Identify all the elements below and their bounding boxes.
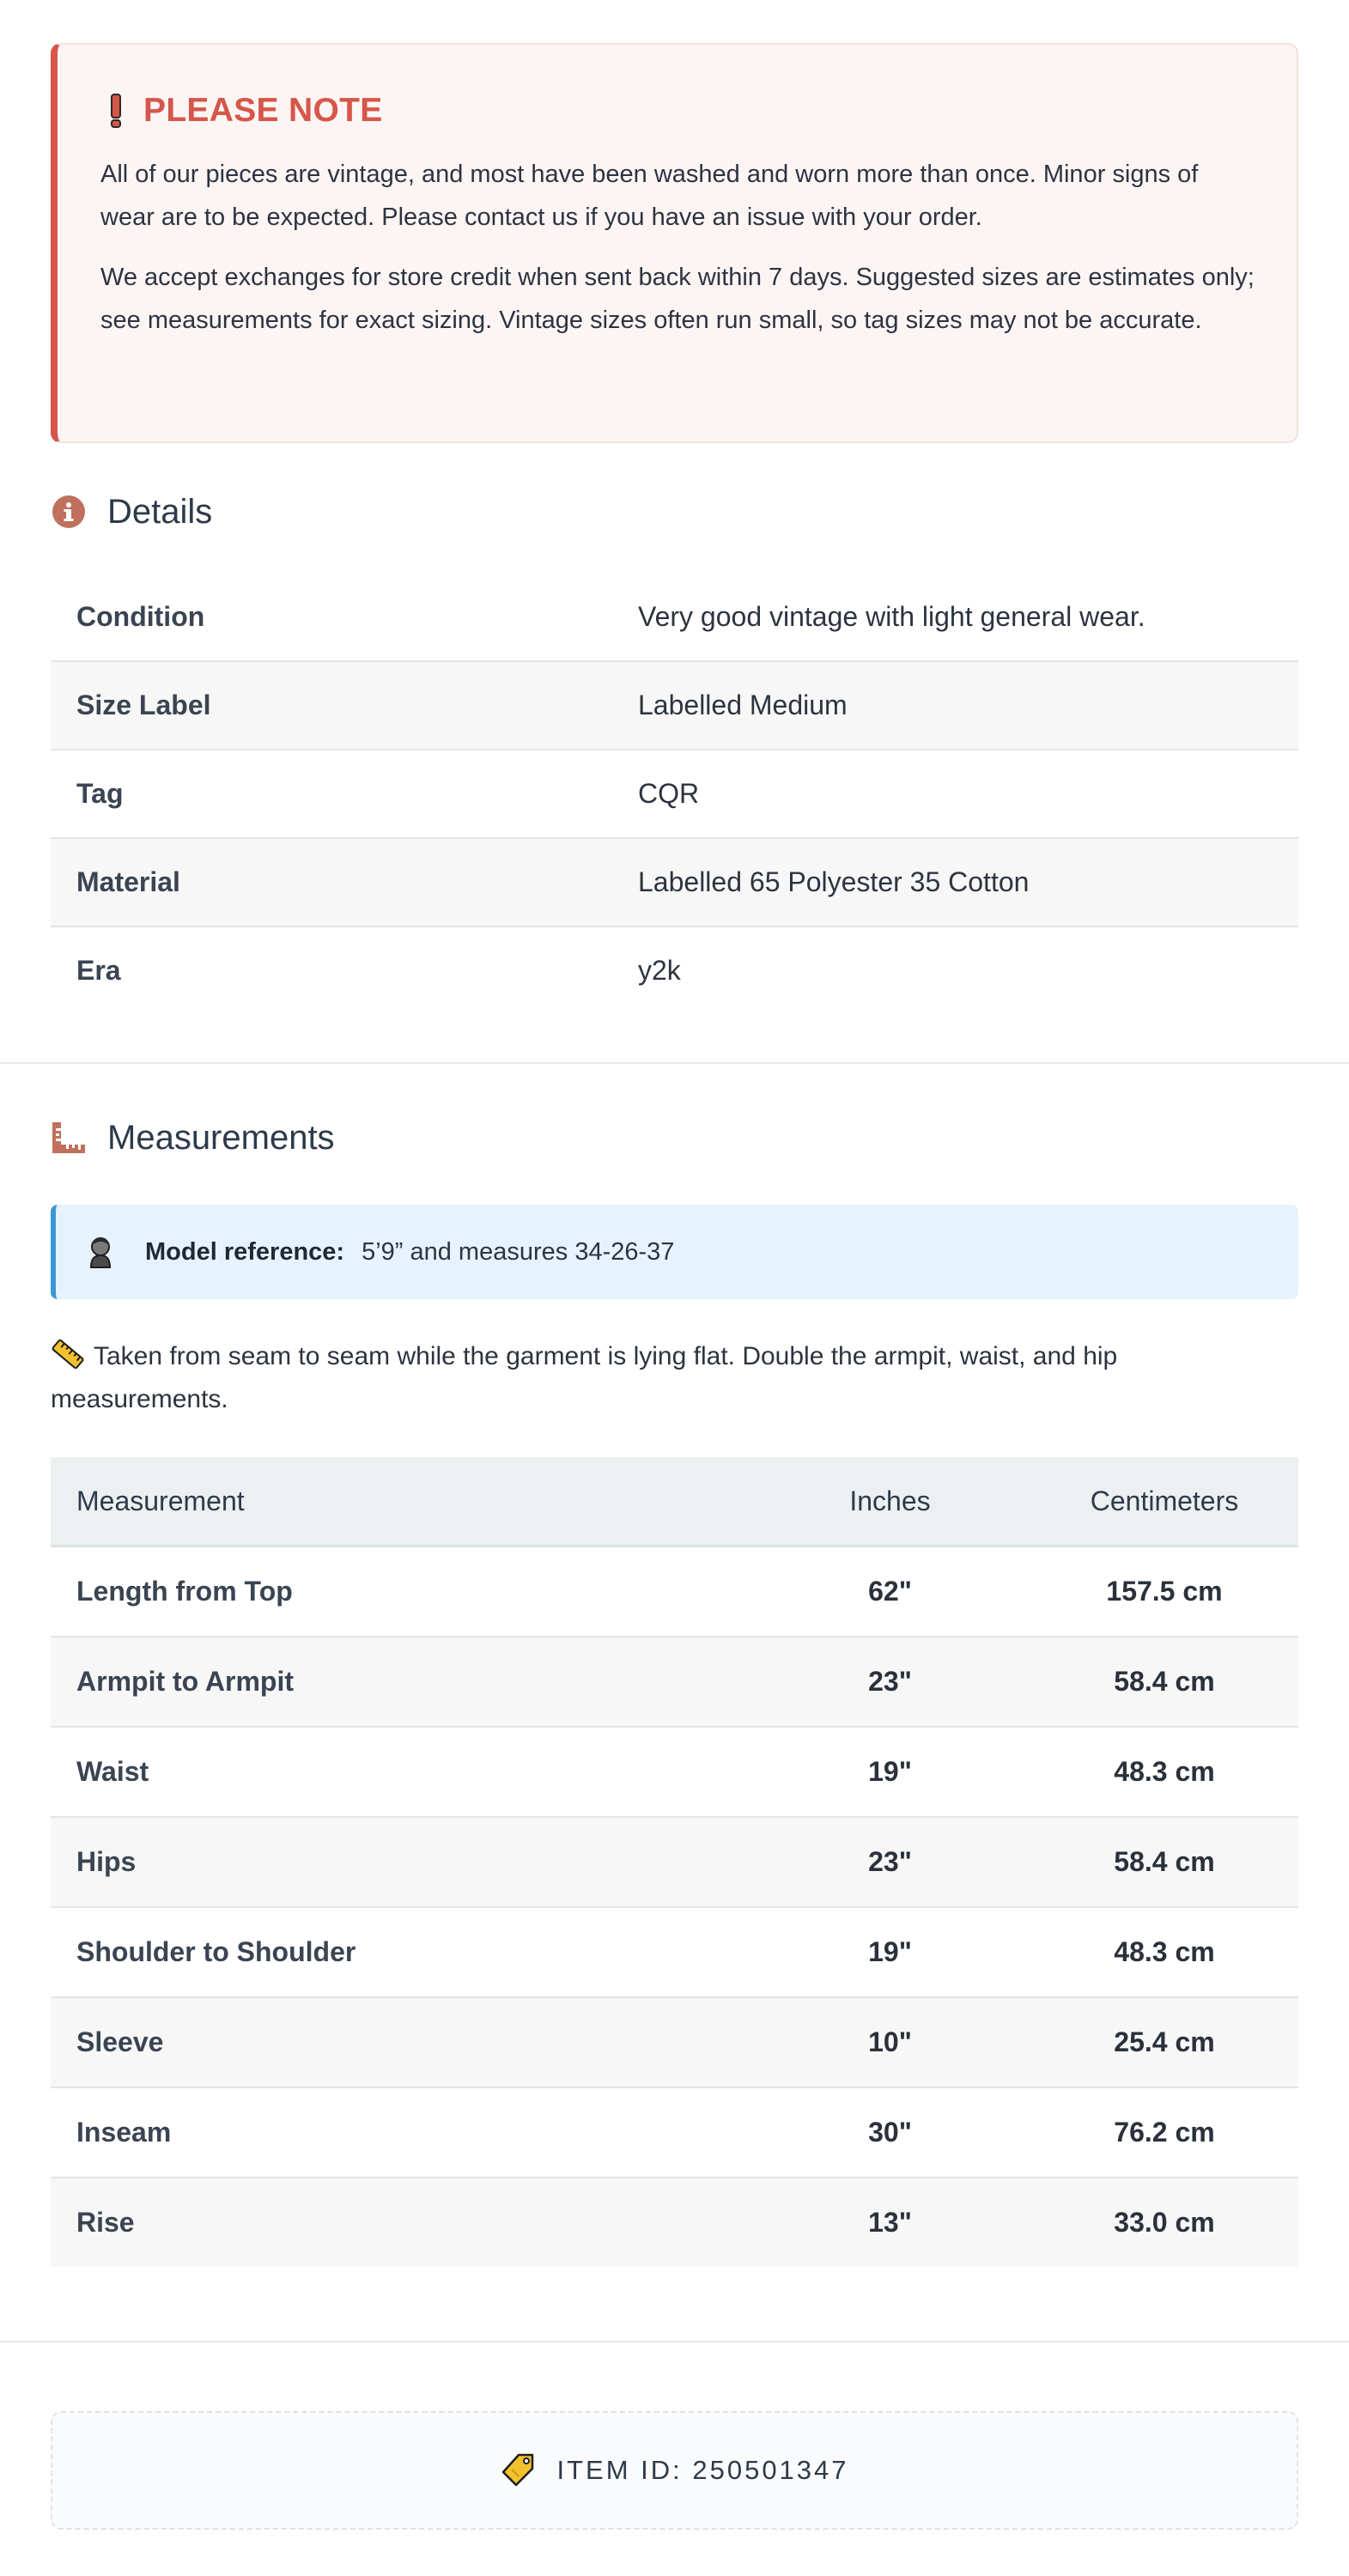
measurements-heading <box>51 1112 1298 1163</box>
content-container <box>51 1112 1298 2267</box>
measurement-inches: 13" <box>750 2178 1030 2267</box>
table-row <box>51 1727 1298 1817</box>
info-icon <box>51 494 87 530</box>
table-row <box>51 2178 1298 2267</box>
table-row <box>51 1817 1298 1907</box>
column-header: Centimeters <box>1030 1457 1298 1546</box>
notice-title: PLEASE NOTE <box>143 92 383 129</box>
detail-value: Labelled 65 Polyester 35 Cotton <box>612 838 1298 927</box>
measurement-cm: 33.0 cm <box>1030 2178 1298 2267</box>
table-row <box>51 750 1298 838</box>
detail-value: Labelled Medium <box>612 661 1298 750</box>
section-divider <box>0 2341 1349 2342</box>
measurement-name: Shoulder to Shoulder <box>51 1907 750 1997</box>
measurement-inches: 23" <box>750 1637 1030 1727</box>
measurement-cm: 58.4 cm <box>1030 1817 1298 1907</box>
content-container <box>51 43 1298 1014</box>
measurement-inches: 23" <box>750 1817 1030 1907</box>
column-header: Measurement <box>51 1457 750 1546</box>
measurement-cm: 48.3 cm <box>1030 1907 1298 1997</box>
measurement-inches: 19" <box>750 1907 1030 1997</box>
exclamation-icon <box>100 94 131 128</box>
notice-paragraph: All of our pieces are vintage, and most have been washed and worn more than once. Minor signs of wear are to be expected. Please contact us if you have an issue with your order. <box>100 161 1199 231</box>
content-container <box>51 2411 1298 2530</box>
measurement-cm: 58.4 cm <box>1030 1637 1298 1727</box>
measurement-name: Hips <box>51 1817 750 1907</box>
measurement-name: Sleeve <box>51 1997 750 2087</box>
model-reference-value: 5’9” and measures 34-26-37 <box>362 1237 675 1266</box>
table-header-row <box>51 1457 1298 1546</box>
measurement-name: Waist <box>51 1727 750 1817</box>
tag-icon <box>500 2452 536 2488</box>
section-divider <box>0 1062 1349 1064</box>
measurement-cm: 76.2 cm <box>1030 2087 1298 2178</box>
measurement-inches: 10" <box>750 1997 1030 2087</box>
item-id-text: ITEM ID: 250501347 <box>556 2455 849 2485</box>
detail-label: Condition <box>51 574 612 661</box>
table-row <box>51 2087 1298 2178</box>
table-row <box>51 1907 1298 1997</box>
measurement-cm: 48.3 cm <box>1030 1727 1298 1817</box>
measurement-inches: 19" <box>750 1727 1030 1817</box>
detail-label: Size Label <box>51 661 612 750</box>
table-row <box>51 1637 1298 1727</box>
measurement-inches: 30" <box>750 2087 1030 2178</box>
measurements-table <box>51 1457 1298 2267</box>
item-id-box <box>51 2411 1298 2530</box>
measurement-name: Rise <box>51 2178 750 2267</box>
measurement-name: Armpit to Armpit <box>51 1637 750 1727</box>
ruler-icon <box>51 1120 87 1156</box>
details-table <box>51 574 1298 1014</box>
notice-paragraph: We accept exchanges for store credit when sent back within 7 days. Suggested sizes are estimates only; see measurements for exact sizing. Vintage sizes often run small, so tag sizes may not be accurate. <box>100 264 1255 334</box>
detail-value: y2k <box>638 955 681 986</box>
measurement-note <box>51 1335 1298 1421</box>
measurement-inches: 62" <box>750 1546 1030 1637</box>
detail-label: Tag <box>51 750 612 838</box>
section-title: Measurements <box>107 1118 335 1157</box>
pencil-ruler-icon <box>51 1339 85 1370</box>
detail-value: Very good vintage with light general wear. <box>612 574 1298 661</box>
model-reference-box <box>51 1205 1298 1299</box>
person-icon <box>83 1235 118 1269</box>
detail-label: Material <box>51 838 612 927</box>
model-reference-label: Model reference: <box>145 1237 345 1266</box>
measurement-cm: 25.4 cm <box>1030 1997 1298 2087</box>
detail-value: CQR <box>612 750 1298 838</box>
measurement-name: Inseam <box>51 2087 750 2178</box>
table-row <box>51 838 1298 927</box>
detail-label: Era <box>76 955 121 986</box>
table-row <box>51 927 1298 1014</box>
column-header: Inches <box>750 1457 1030 1546</box>
table-row <box>51 574 1298 661</box>
please-note-box <box>51 43 1298 443</box>
details-heading <box>51 486 1298 538</box>
table-row <box>51 1997 1298 2087</box>
notice-header <box>100 89 1255 132</box>
section-title: Details <box>107 492 213 531</box>
table-row <box>51 661 1298 750</box>
table-row <box>51 1546 1298 1637</box>
measurement-name: Length from Top <box>51 1546 750 1637</box>
measurement-note-text: Taken from seam to seam while the garment is lying flat. Double the armpit, waist, and hip measurements. <box>51 1342 1118 1413</box>
measurement-cm: 157.5 cm <box>1030 1546 1298 1637</box>
